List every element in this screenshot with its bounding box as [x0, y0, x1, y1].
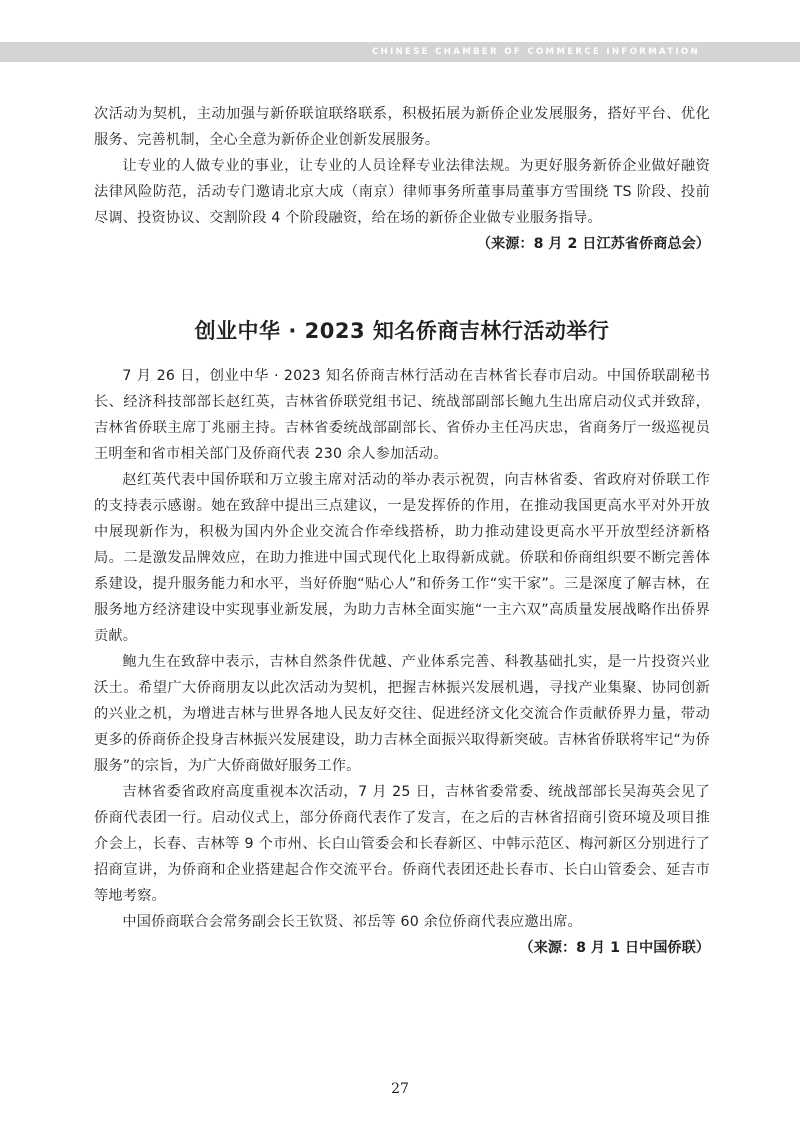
source-note: （来源：8 月 1 日中国侨联） [519, 940, 710, 956]
top-section [94, 101, 710, 257]
article-title: 创业中华 · 2023 知名侨商吉林行活动举行 [194, 319, 610, 343]
paragraph: 鲍九生在致辞中表示，吉林自然条件优越、产业体系完善、科教基础扎实，是一片投资兴业沃土。希望广大侨商朋友以此次活动为契机，把握吉林振兴发展机遇，寻找产业集聚、协同创新的兴业之机，为增进吉林与世界各地人民友好交往、促进经济文化交流合作贡献侨界力量，带动更多的侨商侨企投身吉林振兴发展建设，助力吉林全面振兴取得新突破。吉林省侨联将牢记“为侨服务”的宗旨，为广大侨商做好服务工作。 [94, 654, 710, 774]
header-title: CHINESE CHAMBER OF COMMERCE INFORMATION [371, 47, 700, 57]
paragraph: 赵红英代表中国侨联和万立骏主席对活动的举办表示祝贺，向吉林省委、省政府对侨联工作的支持表示感谢。她在致辞中提出三点建议，一是发挥侨的作用，在推动我国更高水平对外开放中展现新作为，积极为国内外企业交流合作牵线搭桥，助力推动建设更高水平开放型经济新格局。二是激发品牌效应，在助力推进中国式现代化上取得新成就。侨联和侨商组织要不断完善体系建设，提升服务能力和水平，当好侨胞“贴心人”和侨务工作“实干家”。三是深度了解吉林，在服务地方经济建设中实现事业新发展，为助力吉林全面实施“一主六双”高质量发展战略作出侨界贡献。 [94, 472, 711, 644]
header-band [0, 42, 800, 62]
paragraph: 中国侨商联合会常务副会长王钦贤、祁岳等 60 余位侨商代表应邀出席。 [122, 914, 582, 930]
source-note: （来源：8 月 2 日江苏省侨商总会） [476, 236, 710, 252]
paragraph-continued: 次活动为契机，主动加强与新侨联谊联络联系，积极拓展为新侨企业发展服务，搭好平台、优化服务、完善机制，全心全意为新侨企业创新发展服务。 [94, 106, 710, 148]
paragraph: 7 月 26 日，创业中华 · 2023 知名侨商吉林行活动在吉林省长春市启动。中国侨联副秘书长、经济科技部部长赵红英，吉林省侨联党组书记、统战部副部长鲍九生出席启动仪式并致辞，吉林省侨联主席丁兆丽主持。吉林省委统战部副部长、省侨办主任冯庆忠，省商务厅一级巡视员王明奎和省市相关部门及侨商代表 230 余人参加活动。 [94, 368, 710, 462]
article-body [94, 363, 710, 961]
paragraph: 让专业的人做专业的事业，让专业的人员诠释专业法律法规。为更好服务新侨企业做好融资法律风险防范，活动专门邀请北京大成（南京）律师事务所董事局董事方雪围绕 TS 阶段、投前尽调、投资协议、交割阶段 4 个阶段融资，给在场的新侨企业做专业服务指导。 [94, 158, 710, 226]
article [94, 316, 710, 346]
page-number: 27 [391, 1081, 409, 1097]
paragraph: 吉林省委省政府高度重视本次活动，7 月 25 日，吉林省委常委、统战部部长吴海英会见了侨商代表团一行。启动仪式上，部分侨商代表作了发言，在之后的吉林省招商引资环境及项目推介会上，长春、吉林等 9 个市州、长白山管委会和长春新区、中韩示范区、梅河新区分别进行了招商宣讲，为侨商和企业搭建起合作交流平台。侨商代表团还赴长春市、长白山管委会、延吉市等地考察。 [94, 784, 710, 904]
